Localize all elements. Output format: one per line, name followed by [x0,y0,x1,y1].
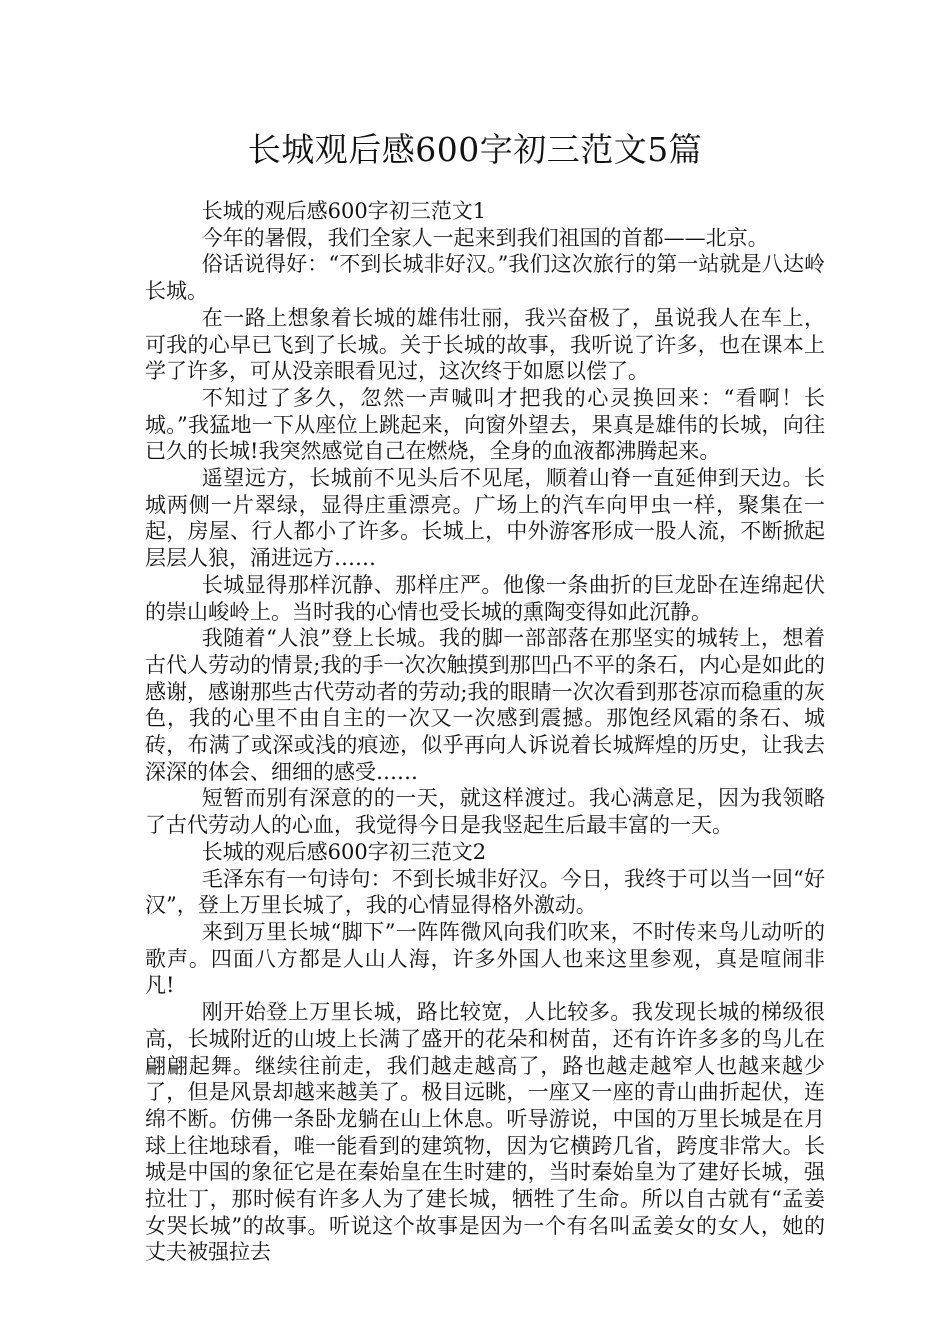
paragraph: 来到万里长城“脚下”一阵阵微风向我们吹来，不时传来鸟儿动听的歌声。四面八方都是人山人海，许多外国人也来这里参观，真是喧闹非凡! [145,919,825,998]
paragraph: 我随着“人浪”登上长城。我的脚一部部落在那坚实的城转上，想着古代人劳动的情景;我的手一次次触摸到那凹凸不平的条石，内心是如此的感谢，感谢那些古代劳动者的劳动;我的眼睛一次次看到那苍凉而稳重的灰色，我的心里不由自主的一次又一次感到震撼。那饱经风霜的条石、城砖，布满了或深或浅的痕迹，似乎再向人诉说着长城辉煌的历史，让我去深深的体会、细细的感受…… [145,626,825,784]
paragraph: 毛泽东有一句诗句：不到长城非好汉。今日，我终于可以当一回“好汉”，登上万里长城了，我的心情显得格外激动。 [145,866,825,918]
paragraph: 遥望远方，长城前不见头后不见尾，顺着山脊一直延伸到天边。长城两侧一片翠绿，显得庄重漂亮。广场上的汽车向甲虫一样，聚集在一起，房屋、行人都小了许多。长城上，中外游客形成一股人流，不断掀起层层人狼，涌进远方…… [145,466,825,571]
paragraph: 长城显得那样沉静、那样庄严。他像一条曲折的巨龙卧在连绵起伏的崇山峻岭上。当时我的心情也受长城的熏陶变得如此沉静。 [145,572,825,624]
document-title: 长城观后感600字初三范文5篇 [247,130,703,169]
paragraph: 在一路上想象着长城的雄伟壮丽，我兴奋极了，虽说我人在车上，可我的心早已飞到了长城。关于长城的故事，我听说了许多，也在课本上学了许多，可从没亲眼看见过，这次终于如愿以偿了。 [145,305,825,384]
paragraph: 今年的暑假，我们全家人一起来到我们祖国的首都——北京。 [201,225,769,250]
paragraph: 短暂而别有深意的的一天，就这样渡过。我心满意足，因为我领略了古代劳动人的心血，我觉得今日是我竖起生后最丰富的一天。 [145,786,825,838]
section-heading-2: 长城的观后感600字初三范文2 [201,839,487,864]
section-heading-1: 长城的观后感600字初三范文1 [201,199,487,223]
paragraph: 不知过了多久，忽然一声喊叫才把我的心灵换回来：“看啊！长城。”我猛地一下从座位上跳起来，向窗外望去，果真是雄伟的长城，向往已久的长城!我突然感觉自己在燃烧，全身的血液都沸腾起来。 [145,385,825,464]
paragraph: 俗话说得好：“不到长城非好汉。”我们这次旅行的第一站就是八达岭长城。 [145,252,825,304]
paragraph: 刚开始登上万里长城，路比较宽，人比较多。我发现长城的梯级很高，长城附近的山坡上长满了盛开的花朵和树苗，还有许许多多的鸟儿在翩翩起舞。继续往前走，我们越走越高了，路也越走越窄人也越来越少了，但是风景却越来越美了。极目远眺，一座又一座的青山曲折起伏，连绵不断。仿佛一条卧龙躺在山上休息。听导游说，中国的万里长城是在月球上往地球看，唯一能看到的建筑物，因为它横跨几省，跨度非常大。长城是中国的象征它是在秦始皇在生时建的，当时秦始皇为了建好长城，强拉壮丁，那时候有许多人为了建长城，牺牲了生命。所以自古就有“孟姜女哭长城”的故事。听说这个故事是因为一个有名叫孟姜女的女人，她的丈夫被强拉去 [145,1000,825,1265]
document-body [145,198,825,1266]
